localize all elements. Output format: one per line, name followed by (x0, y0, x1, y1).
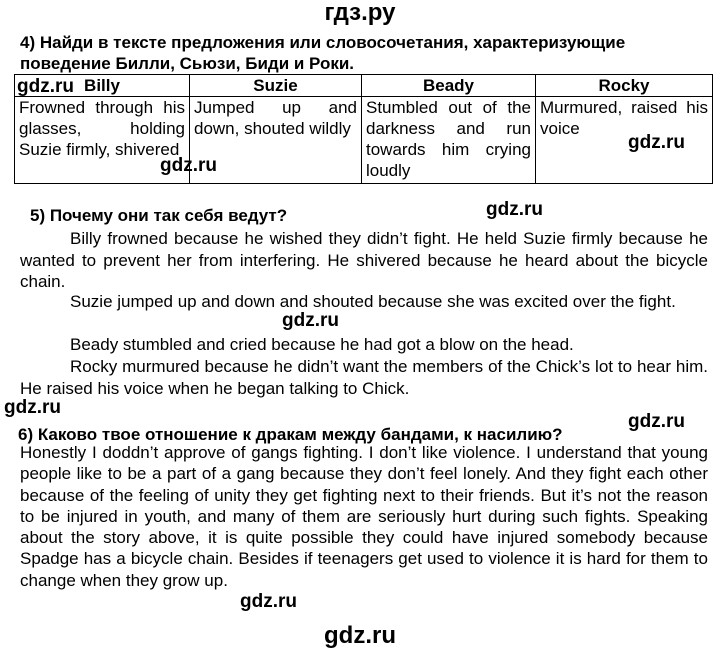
answer-5-paragraph: Rocky murmured because he didn’t want the members of the Chick’s lot to hear him. He raised his voice when he began talking to Chick. (20, 357, 708, 398)
table-header-row (15, 75, 713, 97)
header-suzie: Suzie (190, 75, 362, 97)
question-5-heading: 5) Почему они так себя ведут? (30, 206, 288, 225)
watermark: gdz.ru (628, 411, 685, 432)
table-row (15, 97, 713, 184)
question-6-heading: 6) Каково твое отношение к дракам между бандами, к насилию? (18, 425, 563, 444)
watermark: gdz.ru (628, 132, 685, 153)
watermark: gdz.ru (240, 591, 297, 612)
watermark: gdz.ru (17, 76, 74, 97)
cell-beady: Stumbled out of the darkness and run towards him crying loudly (362, 97, 536, 184)
cell-billy: Frowned through his glasses, holding Suzie firmly, shivered (15, 97, 190, 184)
header-billy: Billy (15, 75, 190, 97)
watermark: gdz.ru (282, 310, 339, 331)
answer-6-paragraph: Honestly I doddn’t approve of gangs fighting. I don’t like violence. I understand that young people like to be a part of a gang because they don’t feel lonely. And they fight each other because of the feeling of unity they get fighting next to their friends. But it’s not the reason to be injured in youth, and many of them are seriously hurt during such fights. Speaking about the story above, it is quite possible they could have injured somebody because Spadge has a bicycle chain. Besides if teenagers get used to violence it is hard for them to change when they grow up. (20, 443, 708, 590)
answer-5-paragraph: Suzie jumped up and down and shouted because she was excited over the fight. (70, 292, 676, 311)
site-title: гдз.ру (324, 0, 396, 26)
cell-rocky: Murmured, raised his voice (536, 97, 713, 184)
watermark: gdz.ru (4, 397, 61, 418)
header-rocky: Rocky (536, 75, 713, 97)
footer-watermark: gdz.ru (324, 622, 396, 649)
answer-5-paragraph: Billy frowned because he wished they didn’t fight. He held Suzie firmly because he wanted to prevent her from interfering. He shivered because he heard about the bicycle chain. (20, 229, 708, 291)
answer-5-paragraph: Beady stumbled and cried because he had got a blow on the head. (70, 335, 574, 354)
characters-table (14, 74, 713, 184)
watermark: gdz.ru (486, 199, 543, 220)
watermark: gdz.ru (160, 155, 217, 176)
cell-suzie: Jumped up and down, shouted wildly (190, 97, 362, 184)
question-4-heading: 4) Найди в тексте предложения или словосочетания, характеризующие поведение Билли, Сьюзи, Биди и Роки. (20, 33, 626, 73)
header-beady: Beady (362, 75, 536, 97)
